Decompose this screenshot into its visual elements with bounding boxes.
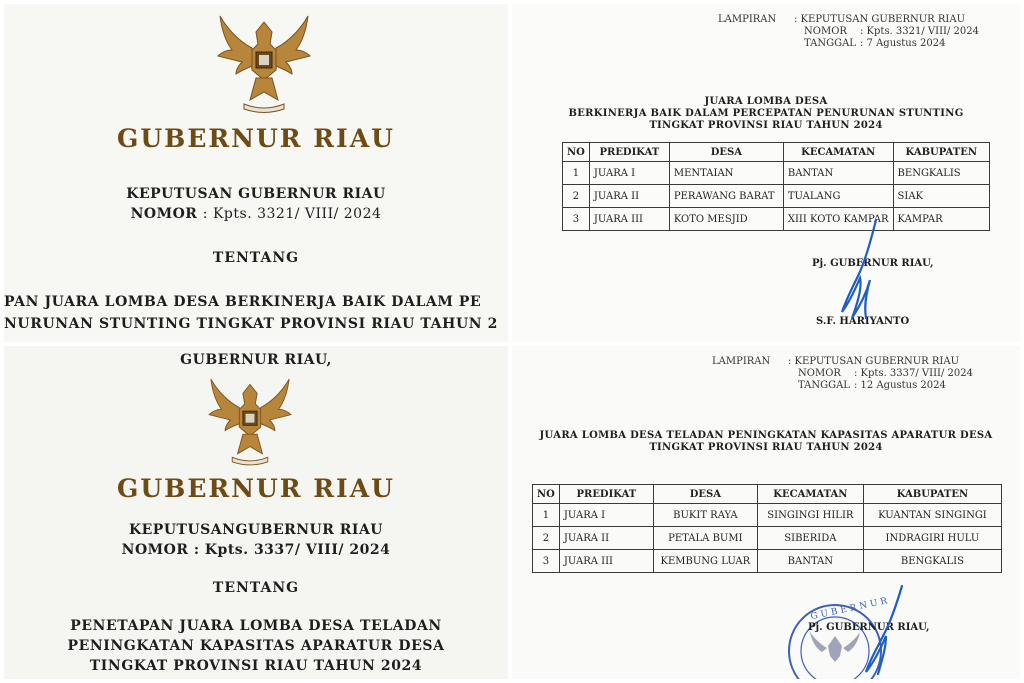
garuda-emblem-icon xyxy=(210,8,318,116)
winners-table xyxy=(562,142,990,231)
table-row xyxy=(533,504,1002,527)
column-header-no: NO xyxy=(533,485,560,504)
subject-line-2: NURUNAN STUNTING TINGKAT PROVINSI RIAU TAHUN 2 xyxy=(4,316,498,332)
nomor-label: NOMOR xyxy=(804,26,847,37)
governor-title: GUBERNUR RIAU xyxy=(117,474,395,503)
decree-heading: KEPUTUSANGUBERNUR RIAU xyxy=(128,522,384,538)
attachment-3321 xyxy=(512,4,1020,342)
table-row xyxy=(563,162,990,185)
tanggal-label: TANGGAL xyxy=(804,38,856,49)
handwritten-signature-icon xyxy=(830,214,890,324)
subject-line-1: PENETAPAN JUARA LOMBA DESA TELADAN xyxy=(70,618,442,634)
cell-predikat: JUARA III xyxy=(559,550,653,573)
cell-kabupaten: BENGKALIS xyxy=(863,550,1001,573)
attachment-title xyxy=(512,96,1020,132)
signer-name: S.F. HARIYANTO xyxy=(816,316,910,327)
tanggal-value: : 7 Agustus 2024 xyxy=(860,38,946,49)
decree-cover-3337 xyxy=(4,346,508,679)
decree-heading: KEPUTUSAN GUBERNUR RIAU xyxy=(126,186,386,202)
cell-desa: BUKIT RAYA xyxy=(653,504,757,527)
column-header-kecamatan: KECAMATAN xyxy=(783,143,893,162)
nomor-value: : Kpts. 3321/ VIII/ 2024 xyxy=(202,206,382,222)
lampiran-label: LAMPIRAN xyxy=(718,14,777,25)
decree-number xyxy=(4,542,508,558)
column-header-kabupaten: KABUPATEN xyxy=(863,485,1001,504)
lampiran-value: : KEPUTUSAN GUBERNUR RIAU xyxy=(788,356,960,367)
cell-no: 3 xyxy=(563,208,590,231)
lampiran-value: : KEPUTUSAN GUBERNUR RIAU xyxy=(794,14,966,25)
heading-line-2: TINGKAT PROVINSI RIAU TAHUN 2024 xyxy=(649,442,883,453)
attachment-header xyxy=(712,356,973,392)
heading-line-1: JUARA LOMBA DESA TELADAN PENINGKATAN KAPASITAS APARATUR DESA xyxy=(539,430,993,441)
cell-kecamatan: SINGINGI HILIR xyxy=(757,504,863,527)
table-header-row xyxy=(563,143,990,162)
cell-predikat: JUARA I xyxy=(559,504,653,527)
cell-kecamatan: XIII KOTO KAMPAR xyxy=(783,208,893,231)
cell-kabupaten: BENGKALIS xyxy=(893,162,989,185)
nomor-value: : Kpts. 3337/ VIII/ 2024 xyxy=(854,368,973,379)
table-row xyxy=(563,208,990,231)
stamp-text: GUBERNUR xyxy=(809,595,892,623)
nomor-value: : Kpts. 3321/ VIII/ 2024 xyxy=(860,26,979,37)
attachment-title xyxy=(512,430,1020,454)
table-row xyxy=(533,527,1002,550)
heading-line-1: JUARA LOMBA DESA xyxy=(704,96,828,107)
nomor-label: NOMOR xyxy=(798,368,841,379)
column-header-desa: DESA xyxy=(669,143,783,162)
cell-no: 3 xyxy=(533,550,560,573)
tentang-label: TENTANG xyxy=(212,580,300,596)
lampiran-label: LAMPIRAN xyxy=(712,356,771,367)
attachment-header xyxy=(718,14,979,50)
cell-no: 2 xyxy=(533,527,560,550)
greeting: GUBERNUR RIAU, xyxy=(180,352,332,368)
cell-desa: MENTAIAN xyxy=(669,162,783,185)
cell-predikat: JUARA III xyxy=(589,208,669,231)
column-header-desa: DESA xyxy=(653,485,757,504)
subject-line-1: PAN JUARA LOMBA DESA BERKINERJA BAIK DALAM PE xyxy=(4,294,482,310)
cell-kecamatan: BANTAN xyxy=(757,550,863,573)
cell-no: 1 xyxy=(563,162,590,185)
tanggal-label: TANGGAL xyxy=(798,380,850,391)
cell-predikat: JUARA II xyxy=(559,527,653,550)
heading-line-3: TINGKAT PROVINSI RIAU TAHUN 2024 xyxy=(649,120,883,131)
table-row xyxy=(563,185,990,208)
decree-number xyxy=(4,206,508,222)
cell-kabupaten: KUANTAN SINGINGI xyxy=(863,504,1001,527)
winners-table xyxy=(532,484,1002,573)
signer-title: Pj. GUBERNUR RIAU, xyxy=(812,258,934,269)
cell-kecamatan: SIBERIDA xyxy=(757,527,863,550)
cell-desa: PERAWANG BARAT xyxy=(669,185,783,208)
cell-desa: PETALA BUMI xyxy=(653,527,757,550)
cell-kabupaten: INDRAGIRI HULU xyxy=(863,527,1001,550)
cell-no: 1 xyxy=(533,504,560,527)
tentang-label: TENTANG xyxy=(212,250,300,266)
column-header-kabupaten: KABUPATEN xyxy=(893,143,989,162)
nomor-value: : Kpts. 3337/ VIII/ 2024 xyxy=(193,542,391,558)
cell-no: 2 xyxy=(563,185,590,208)
governor-title: GUBERNUR RIAU xyxy=(117,124,395,153)
signer-title: Pj. GUBERNUR RIAU, xyxy=(808,622,930,633)
cell-kecamatan: TUALANG xyxy=(783,185,893,208)
decree-cover-3321 xyxy=(4,4,508,342)
table-row xyxy=(533,550,1002,573)
handwritten-signature-icon xyxy=(852,582,912,678)
cell-desa: KOTO MESJID xyxy=(669,208,783,231)
cell-predikat: JUARA I xyxy=(589,162,669,185)
table-header-row xyxy=(533,485,1002,504)
nomor-label: NOMOR xyxy=(130,206,198,222)
cell-desa: KEMBUNG LUAR xyxy=(653,550,757,573)
nomor-label: NOMOR xyxy=(121,542,189,558)
column-header-predikat: PREDIKAT xyxy=(589,143,669,162)
column-header-no: NO xyxy=(563,143,590,162)
subject-line-2: PENINGKATAN KAPASITAS APARATUR DESA xyxy=(67,638,445,654)
cell-kabupaten: SIAK xyxy=(893,185,989,208)
garuda-emblem-icon xyxy=(200,372,300,468)
heading-line-2: BERKINERJA BAIK DALAM PERCEPATAN PENURUNAN STUNTING xyxy=(568,108,964,119)
cell-kabupaten: KAMPAR xyxy=(893,208,989,231)
column-header-predikat: PREDIKAT xyxy=(559,485,653,504)
attachment-3337 xyxy=(512,346,1020,679)
column-header-kecamatan: KECAMATAN xyxy=(757,485,863,504)
subject-line-3: TINGKAT PROVINSI RIAU TAHUN 2024 xyxy=(89,658,423,674)
tanggal-value: : 12 Agustus 2024 xyxy=(854,380,946,391)
cell-kecamatan: BANTAN xyxy=(783,162,893,185)
cell-predikat: JUARA II xyxy=(589,185,669,208)
